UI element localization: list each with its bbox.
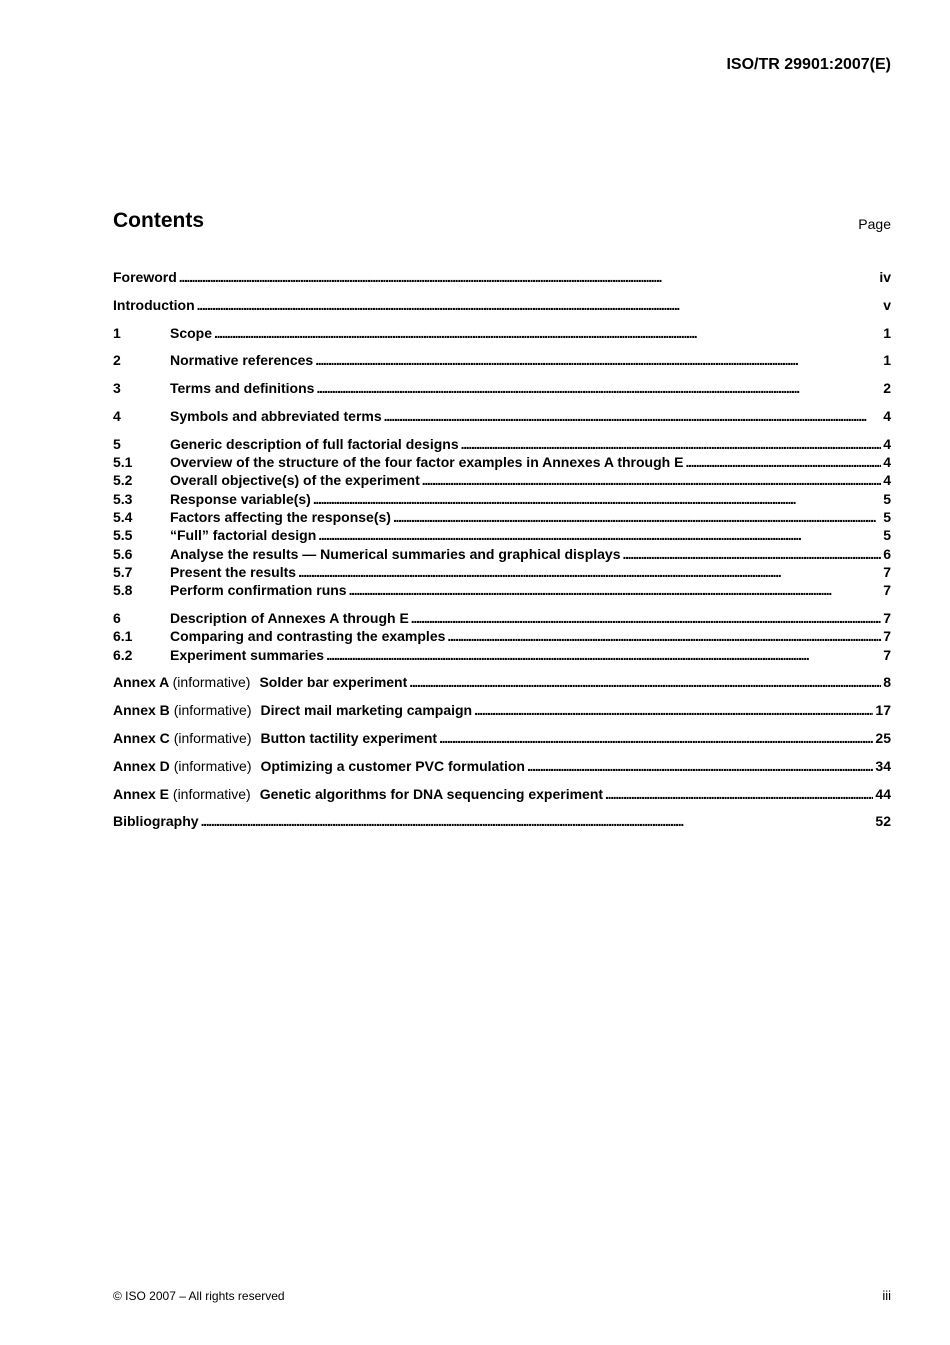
toc-entry-title: Overview of the structure of the four factor examples in Annexes A through E [170, 454, 684, 471]
toc-entry-page: 6 [883, 545, 891, 562]
toc-dot-leader [461, 435, 882, 453]
toc-entry[interactable] [113, 526, 891, 544]
toc-entry[interactable] [113, 563, 891, 581]
toc-entry-title: Factors affecting the response(s) [170, 508, 391, 525]
toc-entry-title: Generic description of full factorial designs [170, 435, 459, 452]
toc-entry-page: 5 [883, 490, 891, 507]
footer-copyright: © ISO 2007 – All rights reserved [113, 1289, 285, 1303]
toc-entry[interactable] [113, 453, 891, 471]
toc-dot-leader [685, 453, 881, 471]
toc-entry-page: 7 [883, 563, 891, 580]
toc-entry-page: 17 [875, 702, 891, 719]
toc-entry[interactable] [113, 351, 891, 369]
toc-dot-leader [214, 324, 881, 342]
toc-entry[interactable] [113, 296, 891, 314]
toc-entry-title: Analyse the results — Numerical summaries and graphical displays [170, 545, 621, 562]
toc-entry-number: 5.7 [113, 563, 133, 580]
toc-entry[interactable] [113, 757, 891, 775]
toc-entry-page: 25 [875, 729, 891, 746]
contents-title: Contents [113, 209, 204, 232]
toc-entry-page: 2 [883, 380, 891, 397]
toc-dot-leader [201, 812, 874, 830]
toc-entry-title: Scope [170, 324, 213, 341]
toc-entry-number: 6 [113, 609, 121, 626]
toc-entry-number: 5.3 [113, 490, 133, 507]
toc-entry-page: 52 [875, 813, 891, 830]
toc-entry-page: v [883, 296, 891, 313]
toc-entry-title: Normative references [170, 352, 314, 369]
toc-annex-id: Annex B [113, 702, 170, 719]
toc-entry-title: “Full” factorial design [170, 527, 317, 544]
toc-entry[interactable] [113, 785, 891, 803]
toc-entry-page: 7 [883, 628, 891, 645]
toc-entry-title: Experiment summaries [170, 646, 325, 663]
toc-dot-leader [313, 490, 881, 508]
toc-entry-page: 4 [883, 472, 891, 489]
toc-dot-leader [411, 609, 881, 627]
toc-annex-label [113, 701, 260, 719]
toc-entry-title: Direct mail marketing campaign [260, 702, 473, 719]
toc-entry-title: Bibliography [113, 813, 199, 830]
toc-dot-leader [409, 673, 881, 691]
toc-annex-informative: (informative) [173, 729, 252, 746]
toc-entry[interactable] [113, 729, 891, 747]
toc-entry[interactable] [113, 581, 891, 599]
toc-annex-informative: (informative) [172, 785, 251, 802]
toc-entry[interactable] [113, 646, 891, 664]
toc-entry-title: Terms and definitions [170, 380, 315, 397]
toc-entry-title: Description of Annexes A through E [170, 609, 409, 626]
toc-entry[interactable] [113, 673, 891, 691]
toc-entry[interactable] [113, 379, 891, 397]
toc-entry[interactable] [113, 471, 891, 489]
toc-entry-title: Response variable(s) [170, 490, 311, 507]
toc-entry-page: 5 [883, 508, 891, 525]
toc-dot-leader [315, 351, 881, 369]
toc-dot-leader [316, 379, 881, 397]
toc-entry-page: 44 [875, 785, 891, 802]
toc-entry-number: 2 [113, 352, 121, 369]
toc-entry-number: 6.1 [113, 628, 133, 645]
toc-entry-title: Perform confirmation runs [170, 582, 347, 599]
toc-entry-title: Symbols and abbreviated terms [170, 407, 382, 424]
toc-entry-page: 7 [883, 609, 891, 626]
toc-entry-title: Overall objective(s) of the experiment [170, 472, 420, 489]
toc-dot-leader [197, 296, 882, 314]
toc-annex-label [113, 785, 260, 803]
toc-annex-id: Annex A [113, 674, 169, 691]
toc-entry[interactable] [113, 545, 891, 563]
toc-dot-leader [349, 581, 882, 599]
toc-dot-leader [326, 646, 881, 664]
toc-entry-number: 5.5 [113, 527, 133, 544]
toc-entry-page: 7 [883, 582, 891, 599]
toc-entry[interactable] [113, 490, 891, 508]
toc-entry-title: Genetic algorithms for DNA sequencing experiment [259, 785, 604, 802]
toc-entry[interactable] [113, 701, 891, 719]
toc-entry-number: 5.8 [113, 582, 133, 599]
toc-dot-leader [179, 268, 878, 286]
toc-annex-informative: (informative) [173, 702, 252, 719]
toc-entry[interactable] [113, 407, 891, 425]
toc-entry-number: 4 [113, 407, 121, 424]
toc-entry-page: 4 [883, 435, 891, 452]
toc-dot-leader [527, 757, 873, 775]
toc-dot-leader [393, 508, 881, 526]
toc-entry-title: Introduction [113, 296, 195, 313]
toc-entry-title: Comparing and contrasting the examples [170, 628, 446, 645]
toc-annex-informative: (informative) [172, 674, 251, 691]
toc-entry[interactable] [113, 508, 891, 526]
toc-entry-title: Button tactility experiment [260, 729, 438, 746]
toc-entry-page: 34 [875, 757, 891, 774]
toc-entry-number: 1 [113, 324, 121, 341]
toc-entry-page: 4 [883, 407, 891, 424]
page-column-label: Page [858, 216, 891, 232]
toc-annex-label [113, 673, 259, 691]
toc-annex-id: Annex C [113, 729, 170, 746]
toc-entry-title: Present the results [170, 563, 297, 580]
toc-entry-page: 4 [883, 454, 891, 471]
toc-entry-title: Solder bar experiment [259, 674, 408, 691]
toc-dot-leader [298, 563, 881, 581]
toc-entry-number: 5.6 [113, 545, 133, 562]
toc-entry-number: 5.2 [113, 472, 133, 489]
toc-entry-page: 1 [883, 352, 891, 369]
toc-entry-page: 1 [883, 324, 891, 341]
toc-entry[interactable] [113, 627, 891, 645]
toc-entry-page: 8 [883, 674, 891, 691]
toc-entry[interactable] [113, 435, 891, 453]
toc-dot-leader [318, 526, 881, 544]
toc-entry-number: 3 [113, 380, 121, 397]
toc-annex-id: Annex D [113, 757, 170, 774]
toc-dot-leader [439, 729, 873, 747]
toc-entry-number: 6.2 [113, 646, 133, 663]
toc-dot-leader [623, 545, 882, 563]
document-id: ISO/TR 29901:2007(E) [726, 56, 891, 73]
toc-entry-number: 5.1 [113, 454, 133, 471]
toc-dot-leader [447, 627, 881, 645]
toc-annex-informative: (informative) [173, 757, 252, 774]
toc-entry-number: 5 [113, 435, 121, 452]
toc-dot-leader [422, 471, 881, 489]
toc-entry-page: 5 [883, 527, 891, 544]
toc-dot-leader [605, 785, 873, 803]
toc-entry-title: Optimizing a customer PVC formulation [260, 757, 525, 774]
toc-entry-title: Foreword [113, 269, 177, 285]
toc-entry[interactable] [113, 812, 891, 830]
toc-dot-leader [474, 701, 873, 719]
toc-entry[interactable] [113, 268, 891, 286]
toc-entry-number: 5.4 [113, 508, 133, 525]
toc-entry[interactable] [113, 609, 891, 627]
toc-entry[interactable] [113, 324, 891, 342]
toc-annex-label [113, 757, 260, 775]
table-of-contents [113, 268, 891, 831]
toc-entry-page: iv [879, 269, 891, 285]
toc-entry-page: 7 [883, 646, 891, 663]
toc-dot-leader [384, 407, 882, 425]
footer-page-number: iii [882, 1288, 891, 1303]
toc-annex-id: Annex E [113, 785, 170, 802]
toc-annex-label [113, 729, 260, 747]
